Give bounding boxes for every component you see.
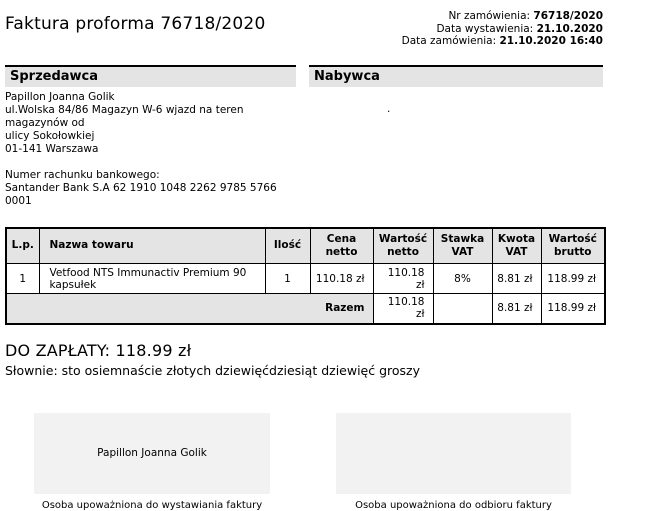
signatures-section [5, 413, 647, 511]
issue-date-value: 21.10.2020 [536, 22, 603, 35]
order-number-value: 76718/2020 [533, 10, 603, 22]
col-header-qty: Ilość [265, 228, 310, 264]
seller-city: 01-141 Warszawa [5, 142, 99, 155]
item-net: 110.18 zł [373, 264, 433, 294]
seller-name: Papillon Joanna Golik [5, 90, 115, 103]
totals-vat-rate [433, 294, 492, 324]
totals-net: 110.18 zł [373, 294, 433, 324]
col-header-vat-rate: Stawka VAT [433, 228, 492, 264]
amount-due: DO ZAPŁATY: 118.99 zł [5, 340, 192, 360]
col-header-vat: Kwota VAT [492, 228, 541, 264]
receiver-signature-label: Osoba upoważniona do odbioru faktury [355, 499, 552, 511]
table-row [6, 264, 605, 294]
col-header-net: Wartość netto [373, 228, 433, 264]
issuer-signature-box: Papillon Joanna Golik [34, 413, 270, 494]
bank-account-number: Santander Bank S.A 62 1910 1048 2262 9785 5766 0001 [5, 181, 277, 207]
seller-section [5, 65, 296, 208]
item-vat: 8.81 zł [492, 264, 541, 294]
issuer-signature-column [34, 413, 270, 511]
buyer-section [309, 65, 603, 208]
item-lp: 1 [6, 264, 39, 294]
page-title: Faktura proforma 76718/2020 [5, 14, 266, 34]
totals-row [6, 294, 605, 324]
totals-gross: 118.99 zł [541, 294, 605, 324]
order-date-value: 21.10.2020 16:40 [499, 35, 603, 47]
issue-date-row [402, 23, 603, 36]
seller-details [5, 91, 296, 208]
amount-in-words: Słownie: sto osiemnaście złotych dziewięćdziesiąt dziewięć groszy [5, 362, 421, 378]
buyer-placeholder: . [387, 102, 391, 115]
seller-address-line-1: ul.Wolska 84/86 Magazyn W-6 wjazd na teren magazynów od [5, 103, 244, 129]
order-date-label: Data zamówienia: [401, 35, 497, 47]
document-header [5, 8, 603, 48]
buyer-header: Nabywca [309, 65, 603, 87]
item-unit-net: 110.18 zł [310, 264, 373, 294]
seller-header: Sprzedawca [5, 65, 296, 87]
col-header-unit-net: Cena netto [310, 228, 373, 264]
item-vat-rate: 8% [433, 264, 492, 294]
issue-date-label: Data wystawienia: [436, 22, 534, 35]
order-date-row [402, 35, 603, 48]
totals-label: Razem [6, 294, 373, 324]
order-info-block [402, 8, 603, 48]
col-header-name: Nazwa towaru [39, 228, 265, 264]
order-number-label: Nr zamówienia: [448, 10, 531, 22]
receiver-signature-column [336, 413, 571, 511]
col-header-lp: L.p. [6, 228, 39, 264]
seller-address-line-2: ulicy Sokołowkiej [5, 129, 95, 142]
parties-section [5, 65, 603, 208]
bank-account-label: Numer rachunku bankowego: [5, 168, 160, 181]
col-header-gross: Wartość brutto [541, 228, 605, 264]
totals-vat: 8.81 zł [492, 294, 541, 324]
bank-account-block [5, 169, 296, 208]
receiver-signature-box [336, 413, 571, 494]
item-gross: 118.99 zł [541, 264, 605, 294]
item-qty: 1 [265, 264, 310, 294]
order-number-row [402, 10, 603, 23]
issuer-signature-label: Osoba upoważniona do wystawiania faktury [41, 499, 263, 511]
items-table-header-row [6, 228, 605, 264]
items-table [5, 227, 606, 325]
item-name: Vetfood NTS Immunactiv Premium 90 kapsułek [39, 264, 265, 294]
